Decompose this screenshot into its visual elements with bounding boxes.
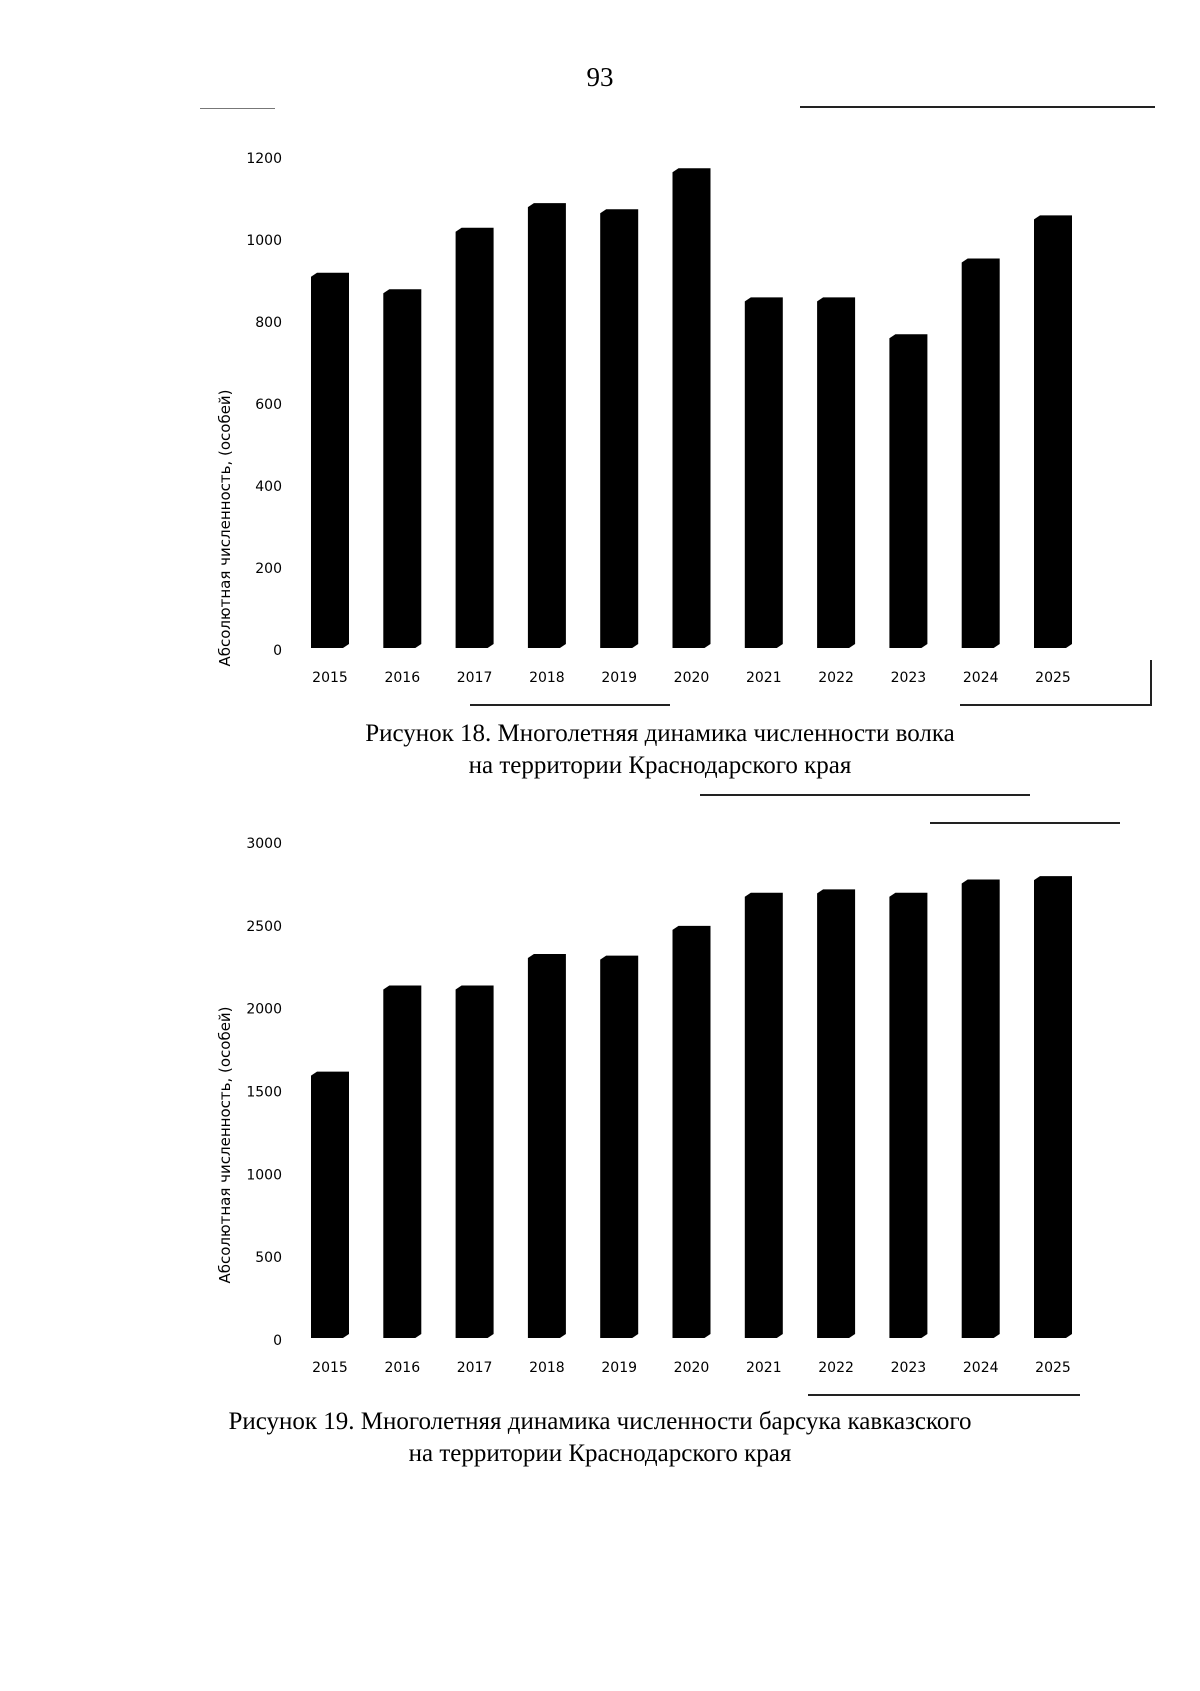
caption-line-2: на территории Краснодарского края <box>408 1440 792 1467</box>
x-tick-label: 2024 <box>962 670 999 686</box>
scan-line <box>470 704 670 706</box>
x-tick-label: 2016 <box>384 1360 421 1376</box>
x-tick-label: 2024 <box>962 1360 999 1376</box>
y-tick-label: 1200 <box>246 151 282 167</box>
bar-2017 <box>456 985 494 1338</box>
figure-caption-19 <box>0 1406 1200 1470</box>
bar-2025 <box>1034 215 1072 648</box>
y-tick-label: 2500 <box>246 918 282 935</box>
x-tick-label: 2022 <box>818 1360 854 1376</box>
x-tick-label: 2023 <box>890 1360 927 1376</box>
y-tick-label: 600 <box>255 397 282 413</box>
bar-2015 <box>311 1072 349 1338</box>
bar-2019 <box>600 209 638 648</box>
y-axis-label: Абсолютная численность, (особей) <box>216 1006 234 1284</box>
y-tick-label: 0 <box>273 1333 282 1349</box>
bar-2024 <box>962 258 1000 648</box>
scan-line <box>808 1394 1080 1396</box>
y-axis-label-group <box>216 389 234 666</box>
scan-line <box>800 106 1155 108</box>
y-axis-ticks <box>246 836 282 1349</box>
y-tick-label: 1000 <box>246 1167 282 1184</box>
bar-2018 <box>528 203 566 648</box>
y-tick-label: 1000 <box>246 233 282 249</box>
x-tick-label: 2023 <box>890 670 927 686</box>
x-tick-label: 2017 <box>456 670 493 686</box>
badger-population-chart <box>0 800 1200 1380</box>
y-tick-label: 0 <box>273 643 282 659</box>
x-tick-label: 2020 <box>673 670 710 686</box>
x-tick-label: 2018 <box>529 670 565 686</box>
bar-2019 <box>600 956 638 1338</box>
scan-line <box>200 108 275 109</box>
bar-2021 <box>745 297 783 648</box>
bar-2023 <box>889 893 927 1338</box>
x-tick-label: 2019 <box>601 1360 638 1376</box>
y-tick-label: 500 <box>255 1250 282 1267</box>
x-tick-label: 2016 <box>384 670 421 686</box>
y-axis-label: Абсолютная численность, (особей) <box>216 389 234 667</box>
bar-2023 <box>889 334 927 648</box>
caption-line-1: Рисунок 18. Многолетняя динамика численности волка <box>365 720 955 747</box>
bar-2016 <box>383 985 421 1338</box>
bars <box>311 876 1072 1338</box>
caption-line-2: на территории Краснодарского края <box>468 752 852 779</box>
bars <box>311 168 1072 648</box>
x-tick-label: 2022 <box>818 670 854 686</box>
y-tick-label: 3000 <box>246 836 282 852</box>
scan-line <box>960 704 1152 706</box>
bar-2021 <box>745 893 783 1338</box>
figure-caption-18 <box>60 718 1200 782</box>
x-tick-label: 2015 <box>312 670 348 686</box>
page-number: 93 <box>586 62 614 92</box>
bar-2025 <box>1034 876 1072 1338</box>
bar-2020 <box>673 926 711 1338</box>
y-axis-ticks <box>246 151 282 659</box>
wolf-population-chart <box>0 120 1200 700</box>
bar-2017 <box>456 228 494 648</box>
caption-line-1: Рисунок 19. Многолетняя динамика численности барсука кавказского <box>228 1408 972 1435</box>
scan-line <box>700 794 1030 796</box>
x-tick-label: 2018 <box>529 1360 565 1376</box>
bar-2022 <box>817 889 855 1338</box>
x-tick-label: 2019 <box>601 670 638 686</box>
y-tick-label: 200 <box>255 561 282 577</box>
y-tick-label: 2000 <box>246 1001 282 1018</box>
x-tick-label: 2021 <box>745 1360 782 1376</box>
x-tick-label: 2025 <box>1035 670 1071 686</box>
bar-2015 <box>311 273 349 648</box>
x-axis-ticks <box>312 1360 1071 1376</box>
x-tick-label: 2020 <box>673 1360 710 1376</box>
x-axis-ticks <box>312 670 1071 686</box>
x-tick-label: 2015 <box>312 1360 348 1376</box>
bar-2016 <box>383 289 421 648</box>
bar-2024 <box>962 879 1000 1338</box>
y-tick-label: 1500 <box>246 1084 282 1101</box>
y-tick-label: 800 <box>255 315 282 331</box>
x-tick-label: 2025 <box>1035 1360 1071 1376</box>
bar-2022 <box>817 297 855 648</box>
y-axis-label-group <box>216 1006 234 1283</box>
bar-2018 <box>528 954 566 1338</box>
x-tick-label: 2017 <box>456 1360 493 1376</box>
bar-2020 <box>673 168 711 648</box>
x-tick-label: 2021 <box>745 670 782 686</box>
y-tick-label: 400 <box>255 479 282 495</box>
